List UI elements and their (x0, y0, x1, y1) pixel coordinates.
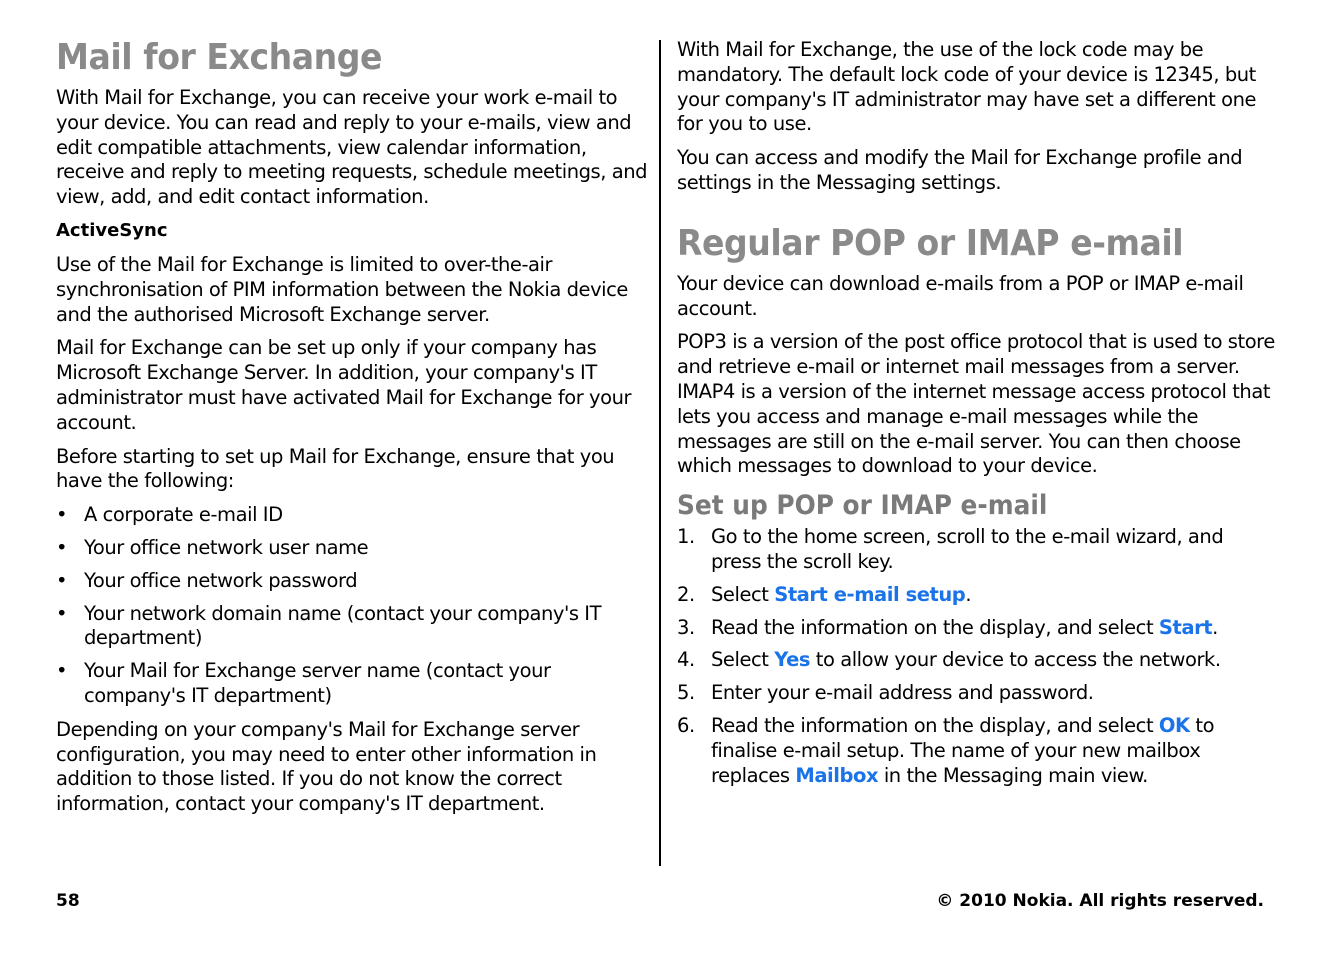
activesync-paragraph: Use of the Mail for Exchange is limited to over-the-air synchronisation of PIM information between the Nokia device and the authorised Microsoft Exchange server. (56, 252, 628, 326)
pop3-paragraph: POP3 is a version of the post office protocol that is used to store and retrieve e-mail or internet mail messages from a server. IMAP4 is a version of the internet message access protocol that lets you access and manage e-mail messages while the messages are still on the e-mail server. You can then choose which messages to download to your device. (677, 330, 1275, 478)
bullet-icon: • (56, 659, 68, 683)
list-item: • A corporate e-mail ID (56, 503, 283, 527)
copyright-notice: © 2010 Nokia. All rights reserved. (936, 891, 1264, 911)
list-item: • Your office network user name (56, 535, 369, 559)
mailbox-link[interactable]: Mailbox (795, 763, 879, 787)
bullet-icon: • (56, 503, 68, 527)
access-paragraph: You can access and modify the Mail for Exchange profile and settings in the Messaging settings. (677, 146, 1243, 194)
yes-link[interactable]: Yes (774, 648, 811, 672)
step-item: 6. Read the information on the display, and select OK to finalise e-mail setup. The name of your new mailbox replaces Mailbox in the Messaging main view. (677, 713, 1215, 787)
subsection-title: Set up POP or IMAP e-mail (677, 490, 1048, 522)
list-item: • Your network domain name (contact your company's IT department) (56, 601, 602, 650)
intro-paragraph: With Mail for Exchange, you can receive your work e-mail to your device. You can read and reply to your e-mails, view and edit compatible attachments, view calendar information, receive and reply to meeting requests, schedule meetings, and view, add, and edit contact information. (56, 86, 648, 209)
step-item: 2. Select Start e-mail setup. (677, 582, 972, 606)
right-column (677, 38, 1277, 796)
ok-link[interactable]: OK (1158, 713, 1190, 737)
page-number: 58 (56, 891, 80, 911)
bullet-icon: • (56, 601, 68, 625)
list-item: • Your office network password (56, 568, 358, 592)
setup-paragraph: Mail for Exchange can be set up only if your company has Microsoft Exchange Server. In addition, your company's IT administrator must have activated Mail for Exchange for your account. (56, 336, 632, 434)
column-divider (659, 40, 661, 866)
start-link[interactable]: Start (1158, 615, 1213, 639)
start-email-setup-link[interactable]: Start e-mail setup (774, 582, 966, 606)
bullet-icon: • (56, 535, 68, 559)
download-paragraph: Your device can download e-mails from a POP or IMAP e-mail account. (677, 271, 1244, 320)
step-item: 3. Read the information on the display, and select Start. (677, 615, 1218, 639)
setup-steps (677, 525, 1277, 788)
depending-paragraph: Depending on your company's Mail for Exchange server configuration, you may need to enter other information in addition to those listed. If you do not know the correct information, contact your company's IT department. (56, 717, 597, 816)
left-column (56, 34, 648, 826)
page-title: Mail for Exchange (56, 37, 383, 78)
before-paragraph: Before starting to set up Mail for Exchange, ensure that you have the following: (56, 444, 615, 493)
step-item: 4. Select Yes to allow your device to access the network. (677, 648, 1221, 672)
bullet-icon: • (56, 568, 68, 592)
lock-code-paragraph: With Mail for Exchange, the use of the lock code may be mandatory. The default lock code of your device is 12345, but your company's IT administrator may have set a different one for you to use. (677, 38, 1257, 136)
requirements-list (56, 503, 648, 709)
step-item: 1. Go to the home screen, scroll to the e-mail wizard, and press the scroll key. (677, 525, 1224, 573)
activesync-heading: ActiveSync (56, 219, 168, 241)
step-item: 5. Enter your e-mail address and password. (677, 681, 1094, 705)
list-item: • Your Mail for Exchange server name (contact your company's IT department) (56, 659, 551, 707)
section-title: Regular POP or IMAP e-mail (677, 222, 1184, 264)
